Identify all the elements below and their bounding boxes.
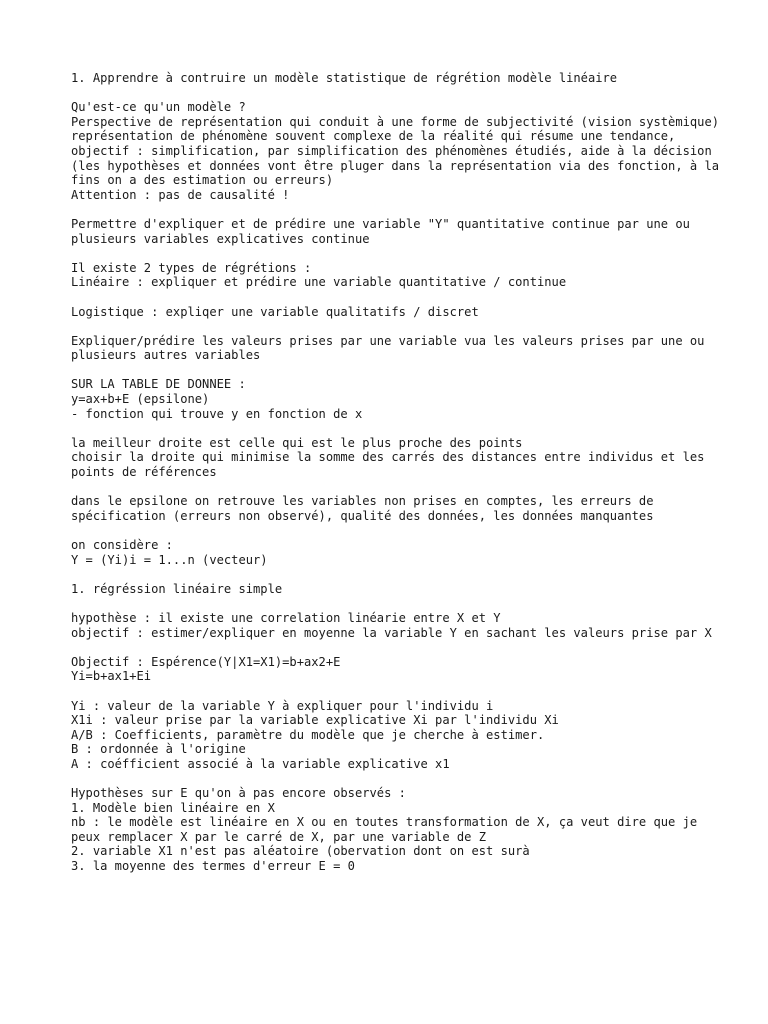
paragraph: [71, 582, 731, 597]
paragraph: [71, 71, 731, 86]
paragraph: [71, 261, 731, 290]
paragraph: [71, 786, 731, 874]
text-line: 1. Modèle bien linéaire en X: [71, 800, 275, 815]
text-line: Attention : pas de causalité !: [71, 187, 290, 202]
text-line: Logistique : expliqer une variable qualitatifs / discret: [71, 304, 479, 319]
text-line: objectif : simplification, par simplification des phénomènes étudiés, aide à la décision: [71, 143, 712, 158]
text-line: (les hypothèses et données vont être pluger dans la représentation via des fonction, à la fins on a des estimation ou erreurs): [71, 158, 727, 188]
text-line: représentation de phénomène souvent complexe de la réalité qui résume une tendance,: [71, 129, 676, 144]
text-line: B : ordonnée à l'origine: [71, 742, 246, 757]
text-line: Expliquer/prédire les valeurs prises par une variable vua les valeurs prises par une ou plusieurs autres variables: [71, 333, 712, 363]
text-line: on considère :: [71, 538, 173, 552]
text-line: X1i : valeur prise par la variable explicative Xi par l'individu Xi: [71, 713, 559, 728]
paragraph: [71, 494, 731, 523]
paragraph: [71, 377, 731, 421]
text-line: Permettre d'expliquer et de prédire une variable "Y" quantitative continue par une ou plusieurs variables explicatives continue: [71, 216, 698, 246]
text-line: SUR LA TABLE DE DONNEE :: [71, 377, 246, 392]
text-line: Perspective de représentation qui conduit à une forme de subjectivité (vision systèmique): [71, 114, 720, 129]
text-line: 1. régréssion linéaire simple: [71, 581, 283, 596]
text-line: A/B : Coefficients, paramètre du modèle que je cherche à estimer.: [71, 727, 545, 742]
text-line: - fonction qui trouve y en fonction de x: [71, 406, 363, 421]
text-line: Yi=b+ax1+Ei: [71, 669, 152, 684]
text-line: 1. Apprendre à contruire un modèle statistique de régrétion modèle linéaire: [71, 71, 618, 85]
paragraph: [71, 217, 731, 246]
text-line: Hypothèses sur E qu'on à pas encore observés :: [71, 786, 406, 801]
text-line: dans le epsilone on retrouve les variables non prises en comptes, les erreurs de spécification (erreurs non observé), qualité des données, les données manquantes: [71, 494, 661, 523]
document-body: [71, 71, 731, 888]
paragraph: [71, 699, 731, 772]
paragraph: [71, 334, 731, 363]
text-line: choisir la droite qui minimise la somme des carrés des distances entre individus et les points de références: [71, 450, 712, 480]
text-line: Qu'est-ce qu'un modèle ?: [71, 100, 246, 115]
paragraph: [71, 305, 731, 320]
text-line: la meilleur droite est celle qui est le plus proche des points: [71, 435, 523, 450]
paragraph: [71, 611, 731, 640]
paragraph: [71, 436, 731, 480]
text-line: Y = (Yi)i = 1...n (vecteur): [71, 552, 268, 567]
text-line: Objectif : Espérence(Y|X1=X1)=b+ax2+E: [71, 654, 341, 669]
paragraph: [71, 538, 731, 567]
text-line: hypothèse : il existe une correlation linéarie entre X et Y: [71, 610, 501, 625]
text-line: objectif : estimer/expliquer en moyenne la variable Y en sachant les valeurs prise par X: [71, 625, 712, 640]
text-line: 2. variable X1 n'est pas aléatoire (obervation dont on est surà: [71, 844, 530, 859]
text-line: A : coéfficient associé à la variable explicative x1: [71, 756, 450, 771]
text-line: Yi : valeur de la variable Y à expliquer pour l'individu i: [71, 698, 494, 713]
text-line: 3. la moyenne des termes d'erreur E = 0: [71, 859, 355, 874]
paragraph: [71, 100, 731, 202]
text-line: nb : le modèle est linéaire en X ou en toutes transformation de X, ça veut dire que je peux remplacer X par le carré de X, par une variable de Z: [71, 815, 705, 844]
paragraph: [71, 655, 731, 684]
text-line: Il existe 2 types de régrétions :: [71, 260, 312, 275]
text-line: y=ax+b+E (epsilone): [71, 392, 210, 407]
text-line: Linéaire : expliquer et prédire une variable quantitative / continue: [71, 275, 567, 290]
